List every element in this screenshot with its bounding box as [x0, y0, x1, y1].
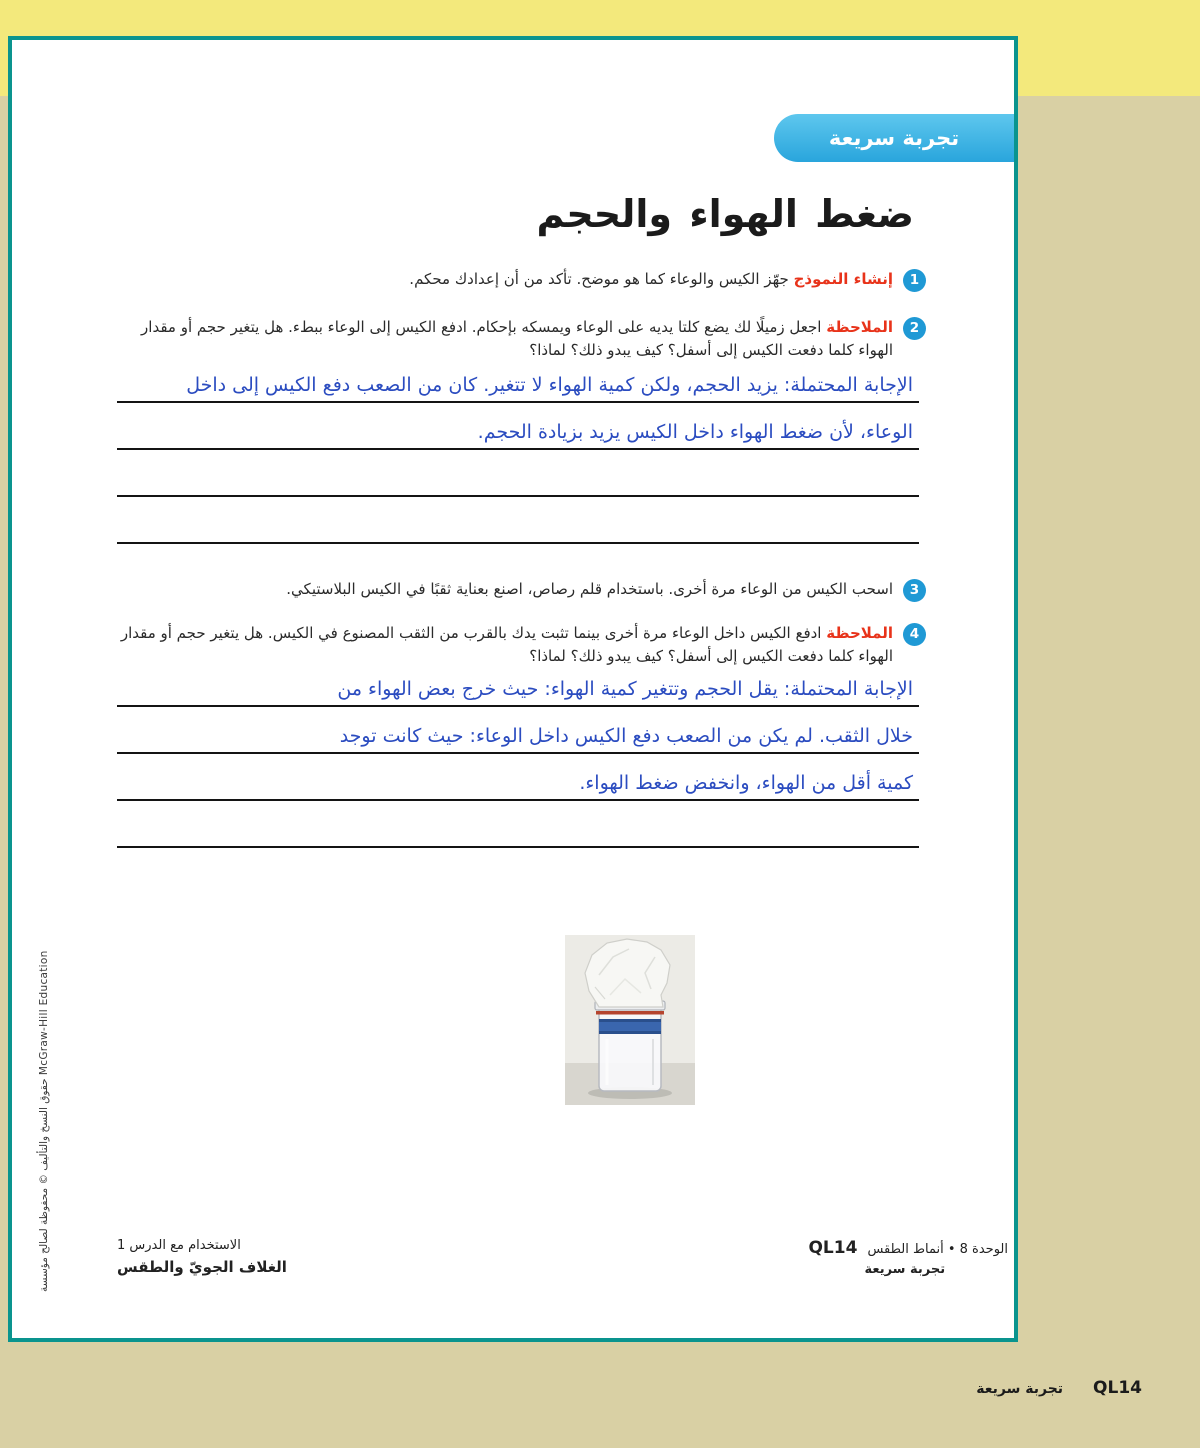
- answer-block-2: [117, 660, 919, 848]
- page-title: ضغط الهواء والحجم: [536, 192, 914, 236]
- outer-page-footer: [976, 1378, 1142, 1398]
- quick-lab-badge: [774, 114, 1014, 162]
- step-3-paragraph: [286, 578, 893, 601]
- footer-page-info: [808, 1238, 1008, 1277]
- answer-line: [117, 801, 919, 848]
- step-2-number: 2: [903, 317, 926, 340]
- step-2-label: الملاحظة: [826, 318, 893, 336]
- experiment-photo: [565, 935, 695, 1105]
- step-3-text: اسحب الكيس من الوعاء مرة أخرى. باستخدام قلم رصاص، اصنع بعناية ثقبًا في الكيس البلاستيكي.: [286, 580, 893, 598]
- step-1-paragraph: [409, 268, 893, 291]
- step-4-number: 4: [903, 623, 926, 646]
- page-frame: [8, 36, 1018, 1342]
- answer-line: [117, 707, 919, 754]
- outer-footer-page-code: QL14: [1093, 1378, 1142, 1398]
- footer-page-code: QL14: [808, 1238, 858, 1258]
- step-1-text: جهّز الكيس والوعاء كما هو موضح. تأكد من أن إعدادك محكم.: [409, 270, 789, 288]
- quick-lab-badge-label: تجربة سريعة: [828, 126, 960, 150]
- answer-line: [117, 754, 919, 801]
- answer-line: [117, 356, 919, 403]
- footer-lesson-title: الغلاف الجويّ والطقس: [117, 1258, 287, 1276]
- footer-activity-type: تجربة سريعة: [864, 1262, 946, 1277]
- step-4-label: الملاحظة: [826, 624, 893, 642]
- answer-text: الإجابة المحتملة: يزيد الحجم، ولكن كمية الهواء لا تتغير. كان من الصعب دفع الكيس إلى داخل: [186, 374, 913, 396]
- copyright-notice: حقوق النسخ والتأليف © محفوظة لصالح مؤسسة McGraw-Hill Education: [38, 950, 50, 1292]
- answer-block-1: [117, 356, 919, 544]
- footer-use-with: الاستخدام مع الدرس 1: [117, 1238, 241, 1253]
- answer-line: [117, 660, 919, 707]
- outer-footer-activity: تجربة سريعة: [976, 1381, 1064, 1397]
- step-1-label: إنشاء النموذج: [793, 270, 893, 288]
- answer-text: خلال الثقب. لم يكن من الصعب دفع الكيس داخل الوعاء: حيث كانت توجد: [339, 725, 913, 747]
- step-3: [117, 578, 926, 602]
- step-1: [117, 268, 926, 292]
- container-cup: [595, 1001, 665, 1091]
- footer-unit-info: الوحدة 8 • أنماط الطقس: [867, 1242, 1008, 1257]
- answer-line: [117, 450, 919, 497]
- answer-line: [117, 497, 919, 544]
- step-3-number: 3: [903, 579, 926, 602]
- answer-text: الوعاء، لأن ضغط الهواء داخل الكيس يزيد بزيادة الحجم.: [477, 421, 913, 443]
- cup-rim-red-line: [596, 1011, 664, 1015]
- step-4-text: ادفع الكيس داخل الوعاء مرة أخرى بينما تثبت يدك بالقرب من الثقب المصنوع في الكيس. هل يتغير حجم أو مقدار الهواء كلما دفعت الكيس إلى أسفل؟ كيف يبدو ذلك؟ لماذا؟: [120, 624, 893, 666]
- answer-text: الإجابة المحتملة: يقل الحجم وتتغير كمية الهواء: حيث خرج بعض الهواء من: [337, 678, 913, 700]
- answer-text: كمية أقل من الهواء، وانخفض ضغط الهواء.: [579, 772, 913, 794]
- step-2-text: اجعل زميلًا لك يضع كلتا يديه على الوعاء ويمسكه بإحكام. ادفع الكيس إلى الوعاء ببطء. هل يتغير حجم أو مقدار الهواء كلما دفعت الكيس إلى أسفل؟ كيف يبدو ذلك؟ لماذا؟: [141, 318, 893, 360]
- answer-line: [117, 403, 919, 450]
- footer-page-line: [808, 1238, 1008, 1258]
- step-1-number: 1: [903, 269, 926, 292]
- footer-lesson-info: [117, 1238, 287, 1276]
